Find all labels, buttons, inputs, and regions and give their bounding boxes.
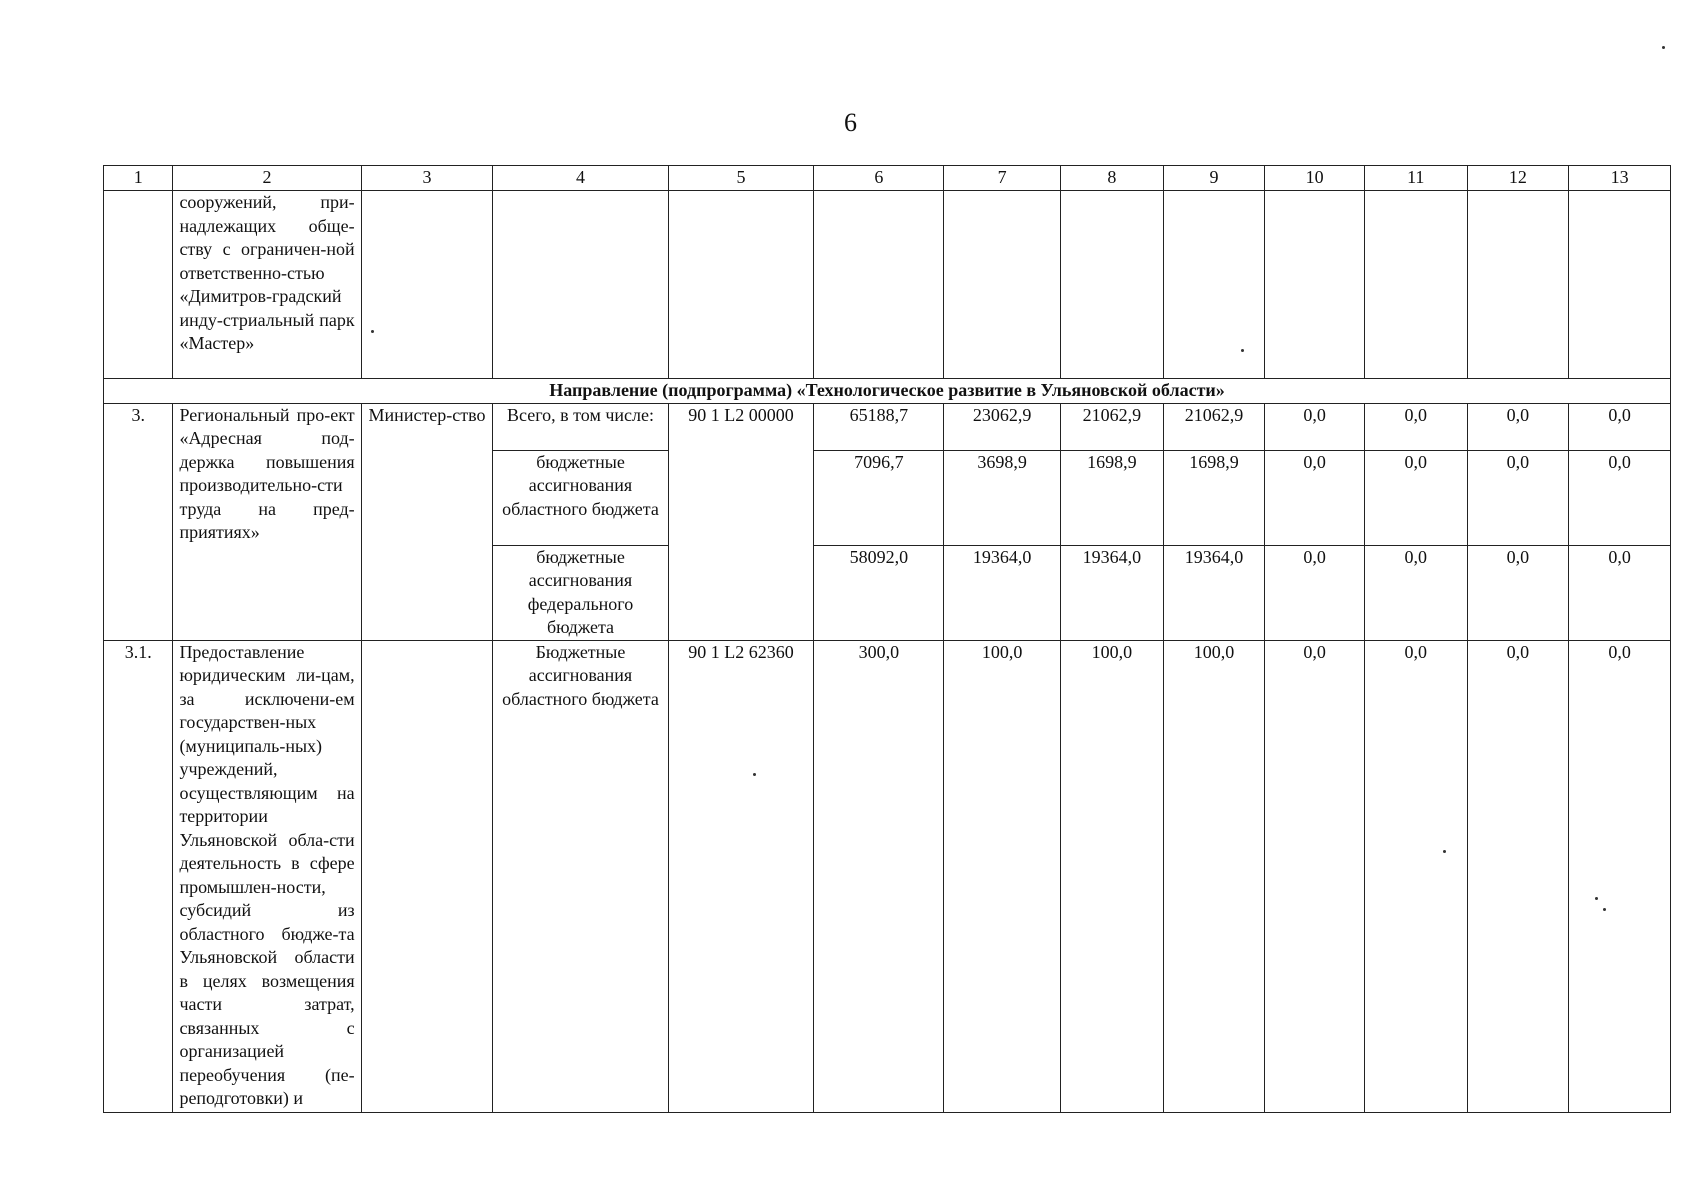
header-cell: 11 bbox=[1364, 166, 1467, 191]
value-cell: 21062,9 bbox=[1163, 403, 1265, 450]
item-number: 3.1. bbox=[104, 640, 173, 1112]
header-cell: 12 bbox=[1467, 166, 1569, 191]
funding-source: Всего, в том числе: bbox=[493, 403, 668, 450]
item-name: Региональный про-ект «Адресная под-держка повышения производительно-сти труда на пред-приятиях» bbox=[173, 403, 361, 640]
budget-code: 90 1 L2 62360 bbox=[668, 640, 814, 1112]
value-cell: 1698,9 bbox=[1163, 450, 1265, 545]
funding-source: бюджетные ассигнования областного бюджета bbox=[493, 450, 668, 545]
empty-cell bbox=[944, 191, 1061, 379]
item3-total-row bbox=[104, 403, 1671, 450]
item-name: Предоставление юридическим ли-цам, за исключени-ем государствен-ных (муниципаль-ных) учреждений, осуществляющим на территории Ульяновской обла-сти деятельность в сфере промышлен-ности, субсидий из областного бюдже-та Ульяновской области в целях возмещения части затрат, связанных с организацией переобучения (пе-реподготовки) и bbox=[173, 640, 361, 1112]
value-cell: 0,0 bbox=[1569, 450, 1671, 545]
value-cell: 0,0 bbox=[1265, 545, 1365, 640]
item-name: сооружений, при-надлежащих обще-ству с ограничен-ной ответственно-стью «Димитров-градский инду-стриальный парк «Мастер» bbox=[173, 191, 361, 379]
value-cell: 23062,9 bbox=[944, 403, 1061, 450]
item31-row bbox=[104, 640, 1671, 1112]
header-cell: 5 bbox=[668, 166, 814, 191]
header-row bbox=[104, 166, 1671, 191]
section-row bbox=[104, 379, 1671, 404]
empty-cell bbox=[361, 640, 493, 1112]
empty-cell bbox=[361, 191, 493, 379]
funding-source: Бюджетные ассигнования областного бюджета bbox=[493, 640, 668, 1112]
value-cell: 21062,9 bbox=[1061, 403, 1164, 450]
header-cell: 3 bbox=[361, 166, 493, 191]
header-cell: 4 bbox=[493, 166, 668, 191]
empty-cell bbox=[1061, 191, 1164, 379]
funding-source: бюджетные ассигнования федерального бюджета bbox=[493, 545, 668, 640]
budget-table bbox=[103, 165, 1671, 1113]
value-cell: 0,0 bbox=[1467, 545, 1569, 640]
value-cell: 0,0 bbox=[1467, 403, 1569, 450]
value-cell: 65188,7 bbox=[814, 403, 944, 450]
value-cell: 3698,9 bbox=[944, 450, 1061, 545]
empty-cell bbox=[493, 191, 668, 379]
value-cell: 19364,0 bbox=[944, 545, 1061, 640]
header-cell: 13 bbox=[1569, 166, 1671, 191]
scan-speck bbox=[1603, 908, 1606, 911]
scan-speck bbox=[1443, 850, 1446, 853]
value-cell: 0,0 bbox=[1364, 640, 1467, 1112]
continuation-row bbox=[104, 191, 1671, 379]
value-cell: 0,0 bbox=[1569, 403, 1671, 450]
scan-speck bbox=[1662, 46, 1665, 49]
header-cell: 2 bbox=[173, 166, 361, 191]
page-number: 6 bbox=[844, 108, 857, 137]
value-cell: 0,0 bbox=[1364, 450, 1467, 545]
value-cell: 0,0 bbox=[1265, 640, 1365, 1112]
header-cell: 7 bbox=[944, 166, 1061, 191]
scan-speck bbox=[753, 773, 756, 776]
header-cell: 1 bbox=[104, 166, 173, 191]
value-cell: 0,0 bbox=[1265, 450, 1365, 545]
value-cell: 58092,0 bbox=[814, 545, 944, 640]
value-cell: 1698,9 bbox=[1061, 450, 1164, 545]
header-cell: 6 bbox=[814, 166, 944, 191]
value-cell: 300,0 bbox=[814, 640, 944, 1112]
section-title: Направление (подпрограмма) «Технологическое развитие в Ульяновской области» bbox=[104, 379, 1671, 404]
item-number: 3. bbox=[104, 403, 173, 640]
scan-speck bbox=[1595, 897, 1598, 900]
value-cell: 0,0 bbox=[1364, 403, 1467, 450]
header-cell: 9 bbox=[1163, 166, 1265, 191]
value-cell: 7096,7 bbox=[814, 450, 944, 545]
executor: Министер-ство bbox=[361, 403, 493, 640]
value-cell: 19364,0 bbox=[1061, 545, 1164, 640]
value-cell: 0,0 bbox=[1467, 640, 1569, 1112]
value-cell: 0,0 bbox=[1569, 545, 1671, 640]
value-cell: 0,0 bbox=[1467, 450, 1569, 545]
empty-cell bbox=[104, 191, 173, 379]
empty-cell bbox=[814, 191, 944, 379]
empty-cell bbox=[1364, 191, 1467, 379]
value-cell: 100,0 bbox=[1061, 640, 1164, 1112]
value-cell: 19364,0 bbox=[1163, 545, 1265, 640]
empty-cell bbox=[668, 191, 814, 379]
value-cell: 0,0 bbox=[1364, 545, 1467, 640]
budget-code: 90 1 L2 00000 bbox=[668, 403, 814, 640]
empty-cell bbox=[1265, 191, 1365, 379]
empty-cell bbox=[1467, 191, 1569, 379]
scan-speck bbox=[371, 330, 374, 333]
value-cell: 100,0 bbox=[1163, 640, 1265, 1112]
empty-cell bbox=[1569, 191, 1671, 379]
scan-speck bbox=[1241, 349, 1244, 352]
value-cell: 0,0 bbox=[1265, 403, 1365, 450]
empty-cell bbox=[1163, 191, 1265, 379]
header-cell: 8 bbox=[1061, 166, 1164, 191]
value-cell: 0,0 bbox=[1569, 640, 1671, 1112]
header-cell: 10 bbox=[1265, 166, 1365, 191]
value-cell: 100,0 bbox=[944, 640, 1061, 1112]
